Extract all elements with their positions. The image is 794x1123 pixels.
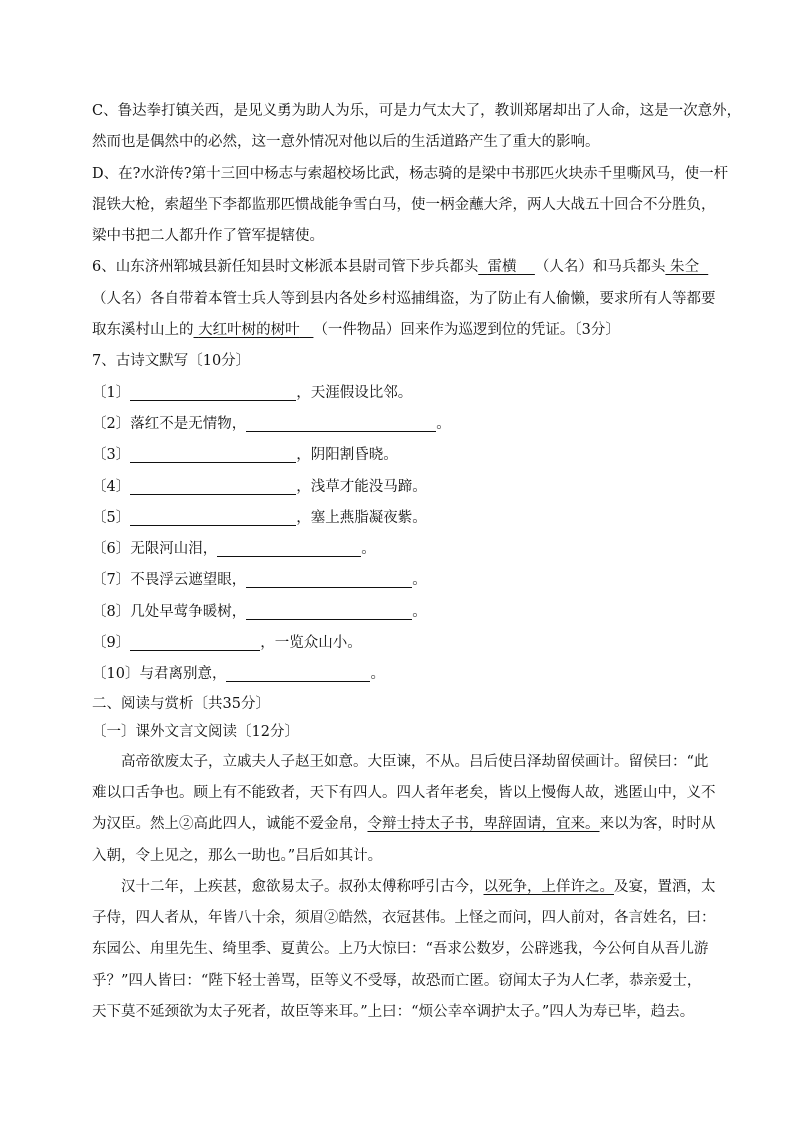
passage-para-2-line-5: 天下莫不延颈欲为太子死者，故臣等来耳。”上曰：“烦公幸卒调护太子。”四人为寿已毕，趋去。 (92, 1004, 695, 1021)
option-d-line-2: 混铁大枪，索超坐下李都监那匹惯战能争雪白马，使一柄金蘸大斧，两人大战五十回合不分胜负， (92, 196, 716, 213)
option-c-line-2: 然而也是偶然中的必然，这一意外情况对他以后的生活道路产生了重大的影响。 (92, 134, 600, 151)
passage-para-2-line-2: 子侍，四人者从，年皆八十余，须眉②皓然，衣冠甚伟。上怪之而问，四人前对，各言姓名，曰： (92, 910, 716, 927)
answer-blank[interactable] (130, 476, 296, 495)
answer-blank[interactable] (246, 601, 412, 620)
question-6-text: （一件物品）回来作为巡逻到位的凭证。〔3分〕 (313, 322, 620, 339)
answer-blank[interactable] (130, 507, 296, 526)
underlined-sentence: 以死争，上佯许之。 (483, 878, 614, 895)
underlined-sentence: 令辩士持太子书，卑辞固请，宜来。 (367, 816, 600, 833)
question-6-text: 6、山东济州郓城县新任知县时文彬派本县尉司管下步兵都头 (92, 259, 479, 276)
answer-blank[interactable] (130, 632, 260, 651)
answer-red-leaves: 大红叶树的树叶 (198, 322, 300, 339)
document-page (92, 96, 742, 1028)
passage-para-1-line-4: 入朝，令上见之，那么一助也。”吕后如其计。 (92, 847, 383, 864)
question-6-line-1 (92, 252, 702, 283)
poem-item-8: 〔8〕几处早莺争暖树， 。 (92, 597, 702, 628)
option-c-line-1: C、鲁达拳打镇关西，是见义勇为助人为乐，可是力气太大了，教训郑屠却出了人命，这是一次意外， (92, 103, 742, 119)
passage-para-1-line-1: 高帝欲废太子，立戚夫人子赵王如意。大臣谏，不从。吕后使吕泽劫留侯画计。留侯曰：“此 (121, 753, 709, 770)
question-6-text: 取东溪村山上的 (92, 322, 194, 339)
passage-para-2-line-4: 乎？”四人皆曰：“陛下轻士善骂，臣等义不受辱，故恐而亡匿。窃闻太子为人仁孝，恭亲爱士， (92, 972, 702, 989)
answer-lei-heng: 雷横 (487, 259, 517, 276)
option-d-line-1: D、在?水浒传?第十三回中杨志与索超校场比武，杨志骑的是梁中书那匹火块赤千里嘶风马，使一杆 (92, 165, 729, 182)
option-d-line-3: 梁中书把二人都升作了管军提辖使。 (92, 228, 324, 245)
passage-para-2-line-1: 汉十二年，上疾甚，愈欲易太子。叔孙太傅称呼引古今，以死争，上佯许之。及宴，置酒，太 (121, 878, 716, 895)
poem-item-9: 〔9〕 ，一览众山小。 (92, 628, 702, 659)
passage-para-1-line-3: 为汉臣。然上②高此四人，诚能不爱金帛，令辩士持太子书，卑辞固请，宜来。来以为客，时时从 (92, 816, 716, 833)
passage-para-1-line-2: 难以口舌争也。顾上有不能致者，天下有四人。四人者年老矣，皆以上慢侮人故，逃匿山中，义不 (92, 784, 716, 801)
poem-item-5: 〔5〕 ，塞上燕脂凝夜紫。 (92, 503, 702, 534)
poem-item-7: 〔7〕不畏浮云遮望眼， 。 (92, 565, 702, 596)
passage-para-2-line-3: 东园公、甪里先生、绮里季、夏黄公。上乃大惊曰：“吾求公数岁，公辟逃我，今公何自从吾儿游 (92, 941, 709, 958)
answer-blank[interactable] (226, 663, 370, 682)
answer-zhu-tong: 朱仝 (670, 259, 699, 276)
answer-blank[interactable] (246, 413, 436, 432)
answer-blank[interactable] (130, 444, 296, 463)
answer-blank[interactable] (246, 569, 412, 588)
section-2-subtitle: 〔一〕课外文言文阅读〔12分〕 (92, 723, 299, 740)
poem-item-2: 〔2〕落红不是无情物， 。 (92, 409, 702, 440)
poem-item-3: 〔3〕 ，阴阳割昏晓。 (92, 440, 702, 471)
question-6-text: （人名）和马兵都头 (534, 259, 666, 276)
question-6-line-2: （人名）各自带着本管士兵人等到县内各处乡村巡捕缉盗，为了防止有人偷懒，要求所有人等都要 (92, 290, 716, 307)
answer-blank[interactable] (217, 538, 361, 557)
poem-item-4: 〔4〕 ，浅草才能没马蹄。 (92, 472, 702, 503)
question-6-line-3 (92, 315, 702, 346)
answer-blank[interactable] (130, 382, 296, 401)
section-2-title: 二、阅读与赏析〔共35分〕 (92, 695, 270, 712)
poem-item-1: 〔1〕 ，天涯假设比邻。 (92, 378, 702, 409)
poem-item-10: 〔10〕与君离别意， 。 (92, 659, 702, 690)
poem-item-6: 〔6〕无限河山泪， 。 (92, 534, 702, 565)
question-7-title: 7、古诗文默写〔10分〕 (92, 353, 251, 370)
